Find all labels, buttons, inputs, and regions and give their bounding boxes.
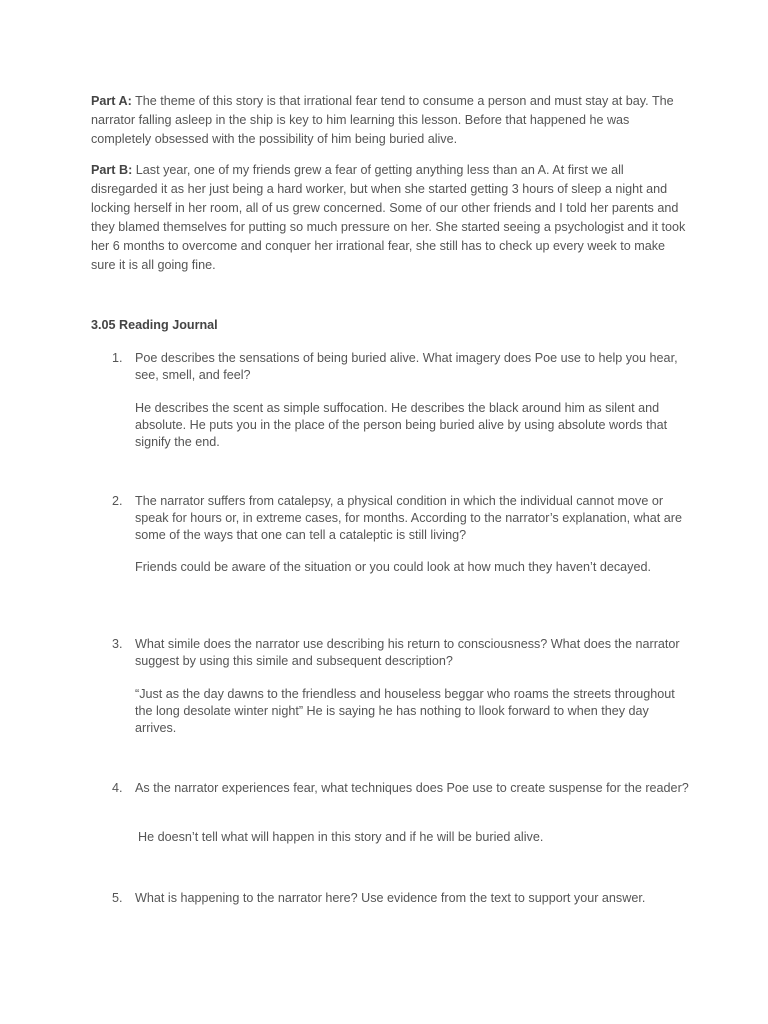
answer-text: He doesn’t tell what will happen in this story and if he will be buried alive. <box>138 830 544 844</box>
reading-journal-heading: 3.05 Reading Journal <box>91 318 218 332</box>
part-b-paragraph <box>91 161 691 275</box>
question-text: What simile does the narrator use describing his return to consciousness? What does the narrator suggest by using this simile and subsequent description? <box>135 637 680 668</box>
part-b-label: Part B: <box>91 163 133 177</box>
answer-text: Friends could be aware of the situation or you could look at how much they haven’t decayed. <box>135 560 651 574</box>
answer-text: “Just as the day dawns to the friendless and houseless beggar who roams the streets throughout the long desolate winter night” He is saying he has nothing to llook forward to when they day arrives. <box>135 687 675 735</box>
answer-text: He describes the scent as simple suffocation. He describes the black around him as silent and absolute. He puts you in the place of the person being buried alive by using absolute words that signify the end. <box>135 401 668 449</box>
question-text: Poe describes the sensations of being buried alive. What imagery does Poe use to help you hear, see, smell, and feel? <box>135 351 678 382</box>
question-number: 2. <box>112 494 123 508</box>
question-number: 4. <box>112 781 123 795</box>
question-text: As the narrator experiences fear, what techniques does Poe use to create suspense for the reader? <box>135 781 689 795</box>
question-number: 1. <box>112 351 123 365</box>
part-a-label: Part A: <box>91 94 132 108</box>
part-a-text: The theme of this story is that irrational fear tend to consume a person and must stay at bay. The narrator falling asleep in the ship is key to him learning this lesson. Before that happened he was completely obsessed with the possibility of him being buried alive. <box>91 94 674 146</box>
question-number: 3. <box>112 637 123 651</box>
question-text: The narrator suffers from catalepsy, a physical condition in which the individual cannot move or speak for hours or, in extreme cases, for months. According to the narrator’s explanation, what are some of the ways that one can tell a cataleptic is still living? <box>135 494 682 542</box>
part-a-paragraph <box>91 92 691 149</box>
part-b-text: Last year, one of my friends grew a fear of getting anything less than an A. At first we all disregarded it as her just being a hard worker, but when she started getting 3 hours of sleep a night and locking herself in her room, all of us grew concerned. Some of our other friends and I told her parents and they blamed themselves for putting so much pressure on her. She started seeing a psychologist and it took her 6 months to overcome and conquer her irrational fear, she still has to check up every week to make sure it is all going fine. <box>91 163 686 272</box>
question-text: What is happening to the narrator here? Use evidence from the text to support your answer. <box>135 891 646 905</box>
question-number: 5. <box>112 891 123 905</box>
